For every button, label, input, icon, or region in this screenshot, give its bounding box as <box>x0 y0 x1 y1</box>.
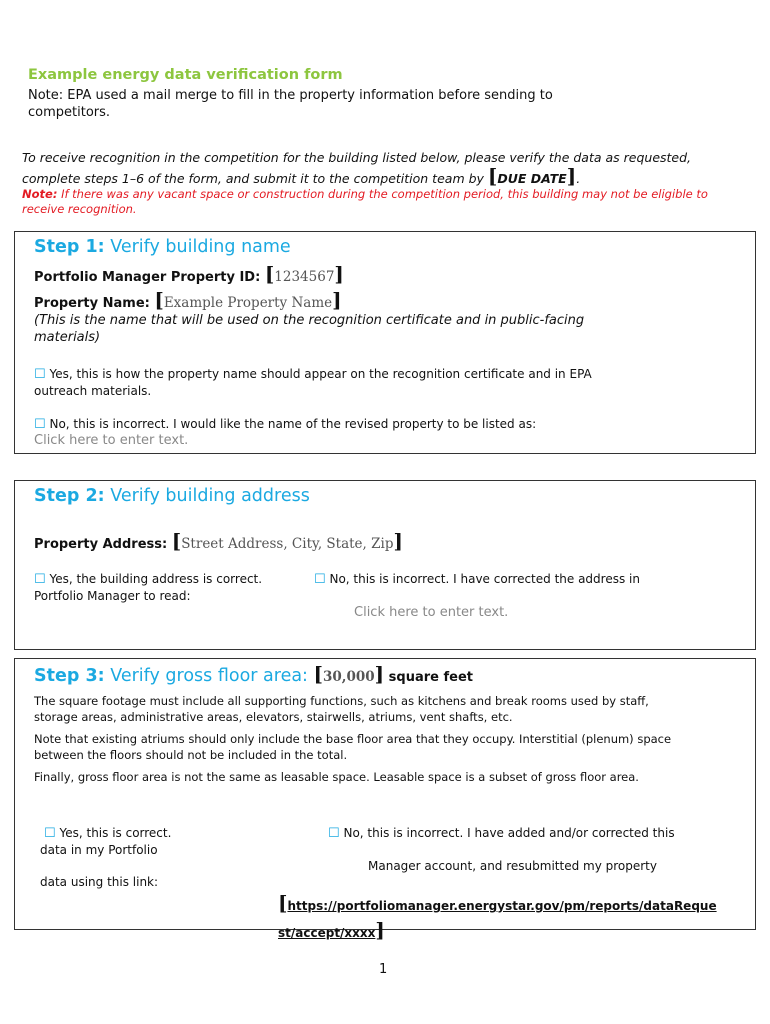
data-request-link-line1[interactable] <box>278 891 717 915</box>
vacancy-note-text: If there was any vacant space or construction during the competition period, this building may not be eligible to receive recognition. <box>22 187 708 216</box>
checkbox-icon[interactable]: ☐ <box>34 417 46 432</box>
property-id-row <box>34 262 344 286</box>
property-address-row <box>34 529 403 553</box>
step1-yes-label: Yes, this is how the property name should appear on the recognition certificate and in EPA outreach materials. <box>34 367 592 398</box>
id-bracket-close: ] <box>334 262 344 286</box>
step2-title: Verify building address <box>104 486 310 506</box>
link-bracket-close: ] <box>375 918 385 942</box>
step1-title: Verify building name <box>104 237 291 257</box>
step3-no-option[interactable] <box>328 825 675 842</box>
step1-no-option[interactable] <box>34 416 654 433</box>
gross-floor-area-value: 30,000 <box>322 669 375 685</box>
data-request-link-continued[interactable]: st/accept/xxxx <box>278 926 376 940</box>
checkbox-icon[interactable]: ☐ <box>44 826 56 841</box>
step2-address-input[interactable]: Click here to enter text. <box>354 605 509 620</box>
id-bracket-open: [ <box>264 262 275 286</box>
step1-name-input[interactable]: Click here to enter text. <box>34 433 189 448</box>
name-bracket-close: ] <box>332 288 342 312</box>
property-name-row <box>34 288 342 312</box>
form-title: Example energy data verification form <box>28 67 343 83</box>
step3-heading <box>34 662 473 686</box>
step1-no-label: No, this is incorrect. I would like the name of the revised property to be listed as: <box>49 417 537 431</box>
property-name-note: (This is the name that will be used on the recognition certificate and in public-facing materials) <box>34 313 585 345</box>
property-address-value: Street Address, City, State, Zip <box>181 536 394 552</box>
name-bracket-open: [ <box>154 288 164 312</box>
area-unit: square feet <box>384 670 473 685</box>
step3-yes-option[interactable] <box>44 825 171 842</box>
link-bracket-open: [ <box>278 891 288 915</box>
step1-heading <box>34 237 291 257</box>
step3-yes-label: Yes, this is correct. <box>59 826 172 840</box>
due-date: DUE DATE <box>497 171 567 186</box>
checkbox-icon[interactable]: ☐ <box>328 826 340 841</box>
step3-no-label: No, this is incorrect. I have added and/or corrected this <box>343 826 675 840</box>
step2-heading <box>34 486 310 506</box>
property-name-label: Property Name: <box>34 296 155 311</box>
step3-text-line3: Manager account, and resubmitted my property <box>368 859 657 873</box>
area-bracket-close: ] <box>374 662 385 686</box>
property-name-value: Example Property Name <box>163 295 333 311</box>
step1-yes-option[interactable] <box>34 366 634 400</box>
property-id-value: 1234567 <box>274 269 335 285</box>
area-bracket-open: [ <box>313 662 323 686</box>
intro-paragraph <box>22 148 722 188</box>
checkbox-icon[interactable]: ☐ <box>34 367 46 382</box>
intro-end: . <box>576 171 581 186</box>
data-request-link-line2[interactable] <box>278 918 385 942</box>
property-id-label: Portfolio Manager Property ID: <box>34 270 265 285</box>
addr-bracket-open: [ <box>171 529 182 553</box>
bracket-close: ] <box>566 164 577 188</box>
page-number: 1 <box>379 962 388 977</box>
step2-number: Step 2: <box>34 486 105 506</box>
mail-merge-note: Note: EPA used a mail merge to fill in the property information before sending to competitors. <box>28 88 553 120</box>
addr-bracket-close: ] <box>393 529 403 553</box>
checkbox-icon[interactable]: ☐ <box>314 572 326 587</box>
vacancy-note-label: Note: <box>22 187 58 201</box>
step3-paragraph-1: The square footage must include all supporting functions, such as kitchens and break rooms used by staff, storage areas, administrative areas, elevators, stairwells, atriums, vent shafts, etc. <box>34 694 649 724</box>
step3-text-line4: data using this link: <box>40 875 159 889</box>
step3-paragraph-2: Note that existing atriums should only include the base floor area that they occupy. Interstitial (plenum) space between the floors should not be included in the total. <box>34 732 672 762</box>
data-request-link[interactable]: https://portfoliomanager.energystar.gov/pm/reports/dataReque <box>287 899 717 913</box>
step3-number: Step 3: <box>34 666 105 686</box>
step2-no-option[interactable] <box>314 571 640 588</box>
property-address-label: Property Address: <box>34 537 172 552</box>
step2-yes-label: Yes, the building address is correct. <box>49 572 263 586</box>
step3-text-line2: data in my Portfolio <box>40 843 158 857</box>
vacancy-note <box>22 187 732 217</box>
intro-text: To receive recognition in the competition for the building listed below, please verify the data as requested, complete steps 1–6 of the form, and submit it to the competition team by <box>22 150 692 186</box>
step2-yes-option[interactable] <box>34 571 262 588</box>
step3-paragraph-3: Finally, gross floor area is not the same as leasable space. Leasable space is a subset of gross floor area. <box>34 770 639 784</box>
bracket-open: [ <box>487 164 498 188</box>
step1-number: Step 1: <box>34 237 105 257</box>
step2-no-continued: Portfolio Manager to read: <box>34 589 191 603</box>
checkbox-icon[interactable]: ☐ <box>34 572 46 587</box>
step2-no-label: No, this is incorrect. I have corrected the address in <box>329 572 640 586</box>
step3-title: Verify gross floor area: <box>104 666 314 686</box>
